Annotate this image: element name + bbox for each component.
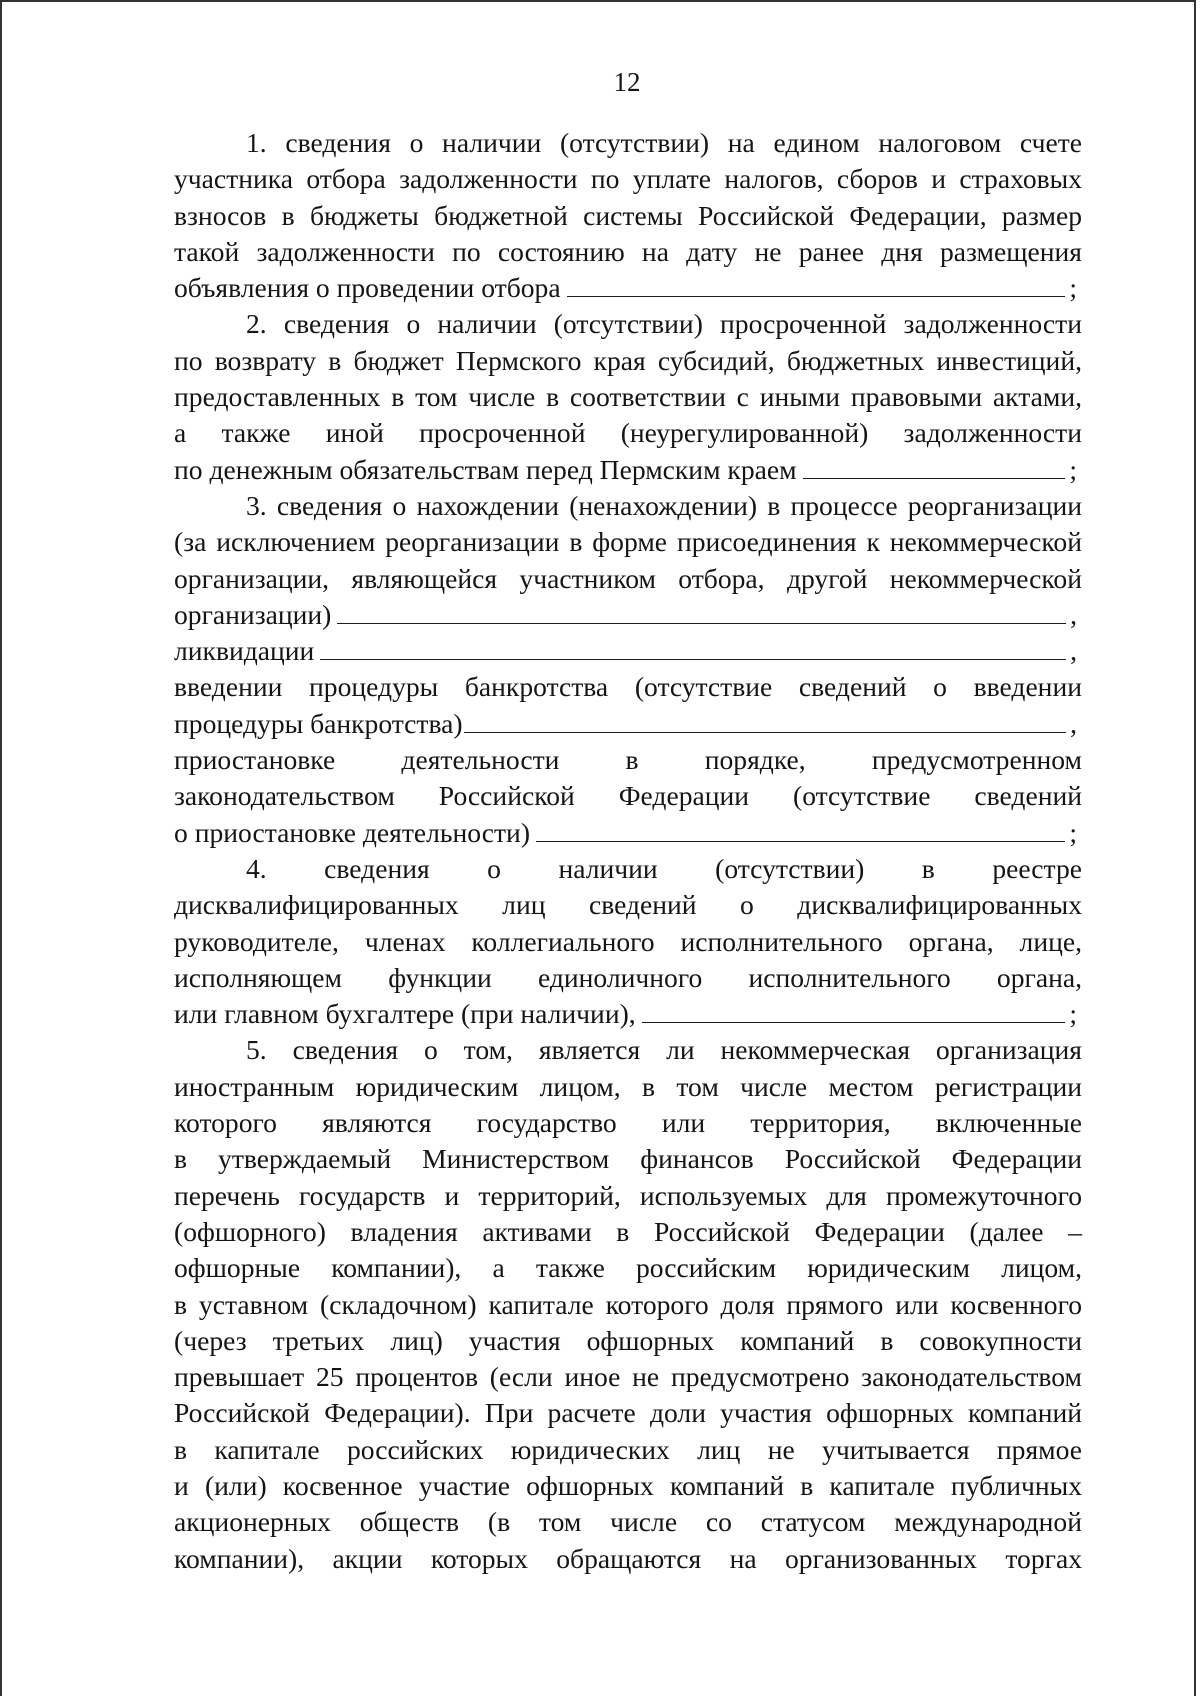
text-line: предоставленных в том числе в соответствии с иными правовыми актами,: [174, 381, 1082, 413]
text-line: в утверждаемый Министерством финансов Российской Федерации: [174, 1143, 1082, 1175]
text-line: руководителе, членах коллегиального исполнительного органа, лице,: [174, 925, 1082, 957]
blank-underline: [642, 998, 1066, 1023]
fill-in-line: [174, 597, 1082, 633]
line-label: организации): [174, 598, 332, 630]
line-label: о приостановке деятельности): [174, 816, 531, 848]
text-line: (за исключением реорганизации в форме присоединения к некоммерческой: [174, 526, 1082, 558]
blank-underline: [337, 599, 1066, 624]
fill-in-line: [174, 996, 1082, 1032]
text-line: исполняющем функции единоличного исполнительного органа,: [174, 961, 1082, 993]
text-line: и (или) косвенное участие офшорных компаний в капитале публичных: [174, 1469, 1082, 1501]
text-line: Российской Федерации). При расчете доли участия офшорных компаний: [174, 1397, 1082, 1429]
text-line: законодательством Российской Федерации (отсутствие сведений: [174, 780, 1082, 812]
text-line: перечень государств и территорий, используемых для промежуточного: [174, 1179, 1082, 1211]
blank-underline: [803, 454, 1066, 479]
text-line: дисквалифицированных лиц сведений о дисквалифицированных: [174, 889, 1082, 921]
fill-in-line: [174, 706, 1082, 742]
text-line: организации, являющейся участником отбора, другой некоммерческой: [174, 562, 1082, 594]
text-line: участника отбора задолженности по уплате налогов, сборов и страховых: [174, 163, 1082, 195]
paragraph-first-line: 2. сведения о наличии (отсутствии) просроченной задолженности: [246, 308, 1082, 340]
text-line: акционерных обществ (в том числе со статусом международной: [174, 1506, 1082, 1538]
line-end-punctuation: ;: [1069, 816, 1077, 848]
text-line: (через третьих лиц) участия офшорных компаний в совокупности: [174, 1324, 1082, 1356]
fill-in-line: [174, 633, 1082, 669]
paragraph-first-line: 5. сведения о том, является ли некоммерческая организация: [246, 1034, 1082, 1066]
line-label: по денежным обязательствам перед Пермским краем: [174, 453, 797, 485]
text-line: взносов в бюджеты бюджетной системы Российской Федерации, размер: [174, 199, 1082, 231]
text-line: приостановке деятельности в порядке, предусмотренном: [174, 744, 1082, 776]
text-line: в уставном (складочном) капитале которого доля прямого или косвенного: [174, 1288, 1082, 1320]
text-line: которого являются государство или территория, включенные: [174, 1107, 1082, 1139]
blank-underline: [464, 708, 1067, 733]
line-label: или главном бухгалтере (при наличии),: [174, 998, 636, 1030]
text-line: а также иной просроченной (неурегулированной) задолженности: [174, 417, 1082, 449]
line-label: объявления о проведении отбора: [174, 272, 561, 304]
text-line: введении процедуры банкротства (отсутствие сведений о введении: [174, 671, 1082, 703]
text-line: в капитале российских юридических лиц не учитывается прямое: [174, 1433, 1082, 1465]
blank-underline: [536, 817, 1065, 842]
paragraph-first-line: 3. сведения о нахождении (ненахождении) в процессе реорганизации: [246, 489, 1082, 521]
blank-underline: [567, 272, 1066, 297]
line-end-punctuation: ;: [1069, 272, 1077, 304]
text-line: по возврату в бюджет Пермского края субсидий, бюджетных инвестиций,: [174, 344, 1082, 376]
fill-in-line: [174, 270, 1082, 306]
line-end-punctuation: ,: [1070, 707, 1077, 739]
paragraph-first-line: 1. сведения о наличии (отсутствии) на едином налоговом счете: [246, 127, 1082, 158]
page-number: 12: [613, 67, 641, 97]
line-label: ликвидации: [174, 635, 315, 667]
text-line: (офшорного) владения активами в Российской Федерации (далее –: [174, 1215, 1082, 1247]
fill-in-line: [174, 815, 1082, 851]
document-body: [174, 125, 1082, 1577]
line-end-punctuation: ,: [1070, 635, 1077, 667]
blank-underline: [320, 635, 1066, 660]
text-line: компании), акции которых обращаются на организованных торгах: [174, 1542, 1082, 1574]
text-line: офшорные компании), а также российским юридическим лицом,: [174, 1252, 1082, 1284]
text-line: такой задолженности по состоянию на дату не ранее дня размещения: [174, 235, 1082, 267]
line-end-punctuation: ;: [1069, 453, 1077, 485]
text-line: иностранным юридическим лицом, в том числе местом регистрации: [174, 1070, 1082, 1102]
paragraph-first-line: 4. сведения о наличии (отсутствии) в реестре: [246, 852, 1082, 884]
line-label: процедуры банкротства): [174, 707, 463, 739]
text-line: превышает 25 процентов (если иное не предусмотрено законодательством: [174, 1361, 1082, 1393]
line-end-punctuation: ;: [1069, 998, 1077, 1030]
line-end-punctuation: ,: [1070, 598, 1077, 630]
fill-in-line: [174, 452, 1082, 488]
